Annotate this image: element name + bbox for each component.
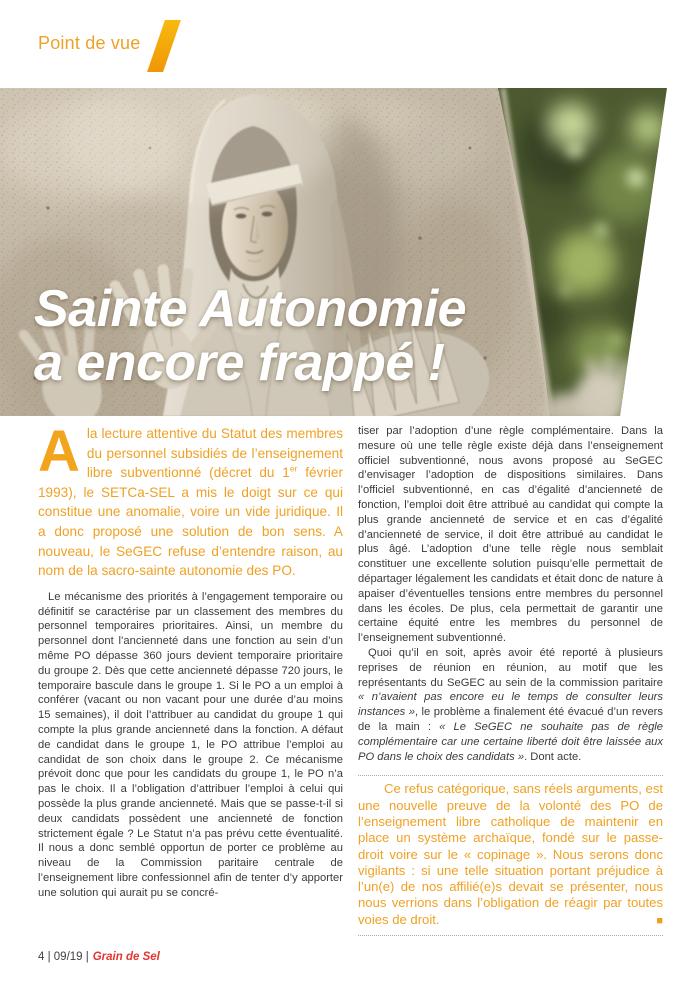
dropcap: A xyxy=(38,419,80,484)
magazine-brand: Grain de Sel xyxy=(92,951,160,963)
slash-accent-icon xyxy=(147,20,181,72)
paragraph-mechanism: Le mécanisme des priorités à l’engagement temporaire ou définitif se caractérise par un classement des membres du personnel temporaires prioritaires. Ainsi, un membre du personnel dont l’ancienneté dans une fonction au sein d’un même PO dépasse 360 jours devient temporaire prioritaire du groupe 2. Dès que cette ancienneté dépasse 720 jours, le temporaire bascule dans le groupe 1. Si le PO a un emploi à conférer (vacant ou non vacant pour une durée d’au moins 15 semaines), il doit l’attribuer au candidat du groupe 1 qui compte la plus grande ancienneté dans la fonction. A défaut de candidat dans le groupe 1, le PO attribue l’emploi au candidat de son choix dans le groupe 2. Ce mécanisme prévoit donc que pour les candidats du groupe 1, le PO n’a pas le choix. Il a l’obligation d’attribuer l’emploi à celui qui possède la plus grande ancienneté. Mais que se passe-t-il si deux candidats possèdent une ancienneté de fonction strictement égale ? Le Statut n’a pas prévu cette éventualité. Il nous a donc semblé opportun de porter ce problème au niveau de la Commission paritaire centrale de l’enseignement libre confessionnel afin de tenter d’y apporter une solution qui aurait pu se concré- xyxy=(38,590,343,899)
end-square-marker: ■ xyxy=(656,915,663,927)
article-columns xyxy=(38,419,664,936)
section-header xyxy=(38,33,140,54)
hero-image xyxy=(0,88,700,416)
quoi-text-3: . Dont acte. xyxy=(524,750,582,763)
ordinal-superscript: er xyxy=(289,463,298,474)
left-column xyxy=(38,419,344,936)
quote-instances: « n’avaient pas encore eu le temps de consulter leurs instances » xyxy=(358,691,663,719)
closing-callout xyxy=(358,775,663,936)
quoi-text-2: , le problème a finalement été évacué d’un revers de la main : xyxy=(358,706,663,733)
paragraph-quoi xyxy=(358,646,663,764)
right-column xyxy=(358,424,663,936)
article-title-line2: a encore frappé ! xyxy=(34,334,445,392)
quote-segec: « Le SeGEC ne souhaite pas de règle complémentaire car une certaine liberté doit être laissée aux PO dans le choix des candidats » xyxy=(358,720,664,763)
article-title-line1: Sainte Autonomie xyxy=(34,280,467,338)
intro-paragraph xyxy=(38,419,344,581)
page-info: 4 | 09/19 | xyxy=(38,951,89,963)
section-label: Point de vue xyxy=(38,33,141,53)
article-title xyxy=(34,282,466,390)
quoi-text-1: Quoi qu’il en soit, après avoir été reporté à plusieurs reprises de réunion en réunion, au motif que les représentants du SeGEC au sein de la commission paritaire xyxy=(358,646,663,689)
intro-text-1: la lecture attentive du Statut des membres du personnel subsidiés de l’enseignement libre subventionné (décret du 1 xyxy=(86,426,343,481)
intro-text-2: février 1993), le SETCa-SEL a mis le doigt sur ce qui constitue une anomalie, voire un vide juridique. Il a donc proposé une solution de bon sens. A nouveau, le SeGEC refuse d’entendre raison, au nom de la sacro-sainte autonomie des PO. xyxy=(38,465,344,579)
paragraph-solution: tiser par l’adoption d’une règle complémentaire. Dans la mesure où une telle règle existe déjà dans l’enseignement officiel subventionné, nous avons proposé au SeGEC d’envisager l’adoption de dispositions similaires. Dans l’officiel subventionné, en cas d’égalité d’ancienneté de fonction, l’emploi doit être attribué au candidat qui compte la plus grande ancienneté de service et en cas d’égalité d’ancienneté de service, il doit être attribué au candidat le plus âgé. L’adoption d’une telle règle nous semblait constituer une excellente solution puisqu’elle permettait de départager légalement les candidats et était donc de nature à apaiser d’éventuelles tensions entre membres du personnel dans les écoles. De plus, cela permettait de garantir une certaine équité entre les membres du personnel de l’enseignement subventionné. xyxy=(358,425,663,645)
closing-text: Ce refus catégorique, sans réels arguments, est une nouvelle preuve de la volonté des PO de l’enseignement libre catholique de maintenir en place un système archaïque, fondé sur le passe-droit voire sur le « copinage ». Nous serons donc vigilants : si une telle situation portant préjudice à l’un(e) de nos affilié(e)s devait se présenter, nous nous verrions dans l’obligation de réagir par toutes voies de droit. xyxy=(358,781,663,927)
page-footer xyxy=(38,951,160,963)
